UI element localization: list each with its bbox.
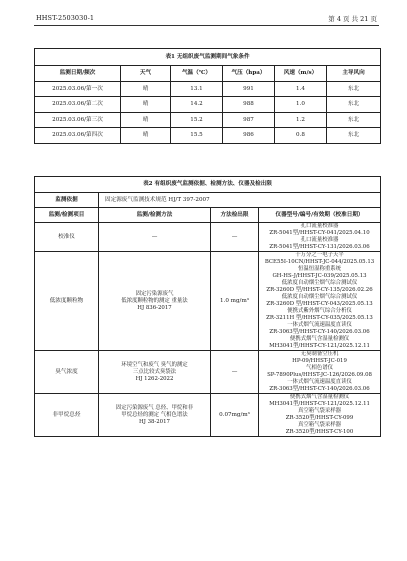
instrument-line: 真空箱气袋采样器 xyxy=(297,408,342,414)
method-line: HJ 1262-2022 xyxy=(135,375,174,382)
instrument-list xyxy=(259,223,381,252)
table-cell: 东北 xyxy=(327,81,381,97)
method-line: HJ 836-2017 xyxy=(137,304,172,311)
instrument-line: 低浓度自动烟尘烟气综合测试仪 xyxy=(281,280,358,286)
instrument-line: ZR-3260D 型/HHST-CY-135/2026.02.26 xyxy=(266,287,373,293)
instrument-list xyxy=(259,351,381,394)
table-cell: 0.8 xyxy=(275,128,327,144)
instrument-line: ZR-5041型/HHST-CY-131/2026.03.06 xyxy=(269,244,370,250)
table-cell: 晴 xyxy=(121,128,171,144)
instrument-line: 十万分之一电子天平 xyxy=(295,252,344,258)
table2-col-method: 监测/检测方法 xyxy=(99,208,211,223)
method-text xyxy=(99,351,211,394)
instrument-line: ZR-3063型/HHST-CY-140/2026.03.06 xyxy=(269,386,370,392)
instrument-line: MH3041型/HHST-CY-121/2025.12.11 xyxy=(269,401,370,407)
instrument-line: ZR-3260D 型/HHST-CY-043/2025.05.13 xyxy=(266,301,373,307)
table-cell: 991 xyxy=(223,81,275,97)
table1-col-windspeed: 风速（m/s） xyxy=(275,66,327,82)
instrument-line: MH3041型/HHST-CY-121/2025.12.11 xyxy=(269,343,370,349)
table-cell: 1.0 xyxy=(275,97,327,113)
table2-col-instrument: 仪器型号/编号/有效期（校准日期） xyxy=(259,208,381,223)
table2-caption: 表2 有组织废气监测依据、检测方法、仪器及检出限 xyxy=(35,177,381,193)
instrument-line: 便携式烟气含湿量检测仪 xyxy=(289,394,350,400)
table-row xyxy=(35,351,381,394)
method-line: 低浓度颗粒物的测定 重量法 xyxy=(121,297,188,304)
instrument-list xyxy=(259,394,381,437)
limit-text: 1.0 mg/m³ xyxy=(211,252,259,351)
report-id: HHST-2503030-1 xyxy=(36,14,95,22)
method-line: 三点比较式臭袋法 xyxy=(132,368,177,375)
table1-caption: 表1 无组织废气监测期间气象条件 xyxy=(35,49,381,66)
method-line: 甲烷总烃的测定 气相色谱法 xyxy=(121,411,188,418)
instrument-line: HP-09/HHST-JC-019 xyxy=(292,358,347,364)
instrument-line: 一体式烟气流速温度直读仪 xyxy=(287,379,352,385)
table-cell: 1.2 xyxy=(275,112,327,128)
method-text xyxy=(99,252,211,351)
table-row xyxy=(35,252,381,351)
limit-text: 0.07mg/m³ xyxy=(211,394,259,437)
table-cell: 14.2 xyxy=(171,97,223,113)
instrument-line: 一体式烟气流速温度直读仪 xyxy=(287,322,352,328)
instrument-line: 真空箱气袋采样器 xyxy=(297,422,342,428)
table2-basis-label: 监测依据 xyxy=(35,193,99,208)
header-divider xyxy=(34,25,379,26)
table1-col-date: 监测日期/频次 xyxy=(35,66,121,82)
table-cell: 晴 xyxy=(121,81,171,97)
table-cell: 986 xyxy=(223,128,275,144)
instrument-line: ZR-3063型/HHST-CY-140/2026.03.06 xyxy=(269,329,370,335)
table-cell: 988 xyxy=(223,97,275,113)
item-name: 低浓度颗粒物 xyxy=(35,252,99,351)
method-text xyxy=(99,394,211,437)
item-name: 臭气浓度 xyxy=(35,351,99,394)
table-row xyxy=(35,394,381,437)
table-row xyxy=(35,223,381,252)
weather-conditions-table xyxy=(34,48,381,144)
instrument-line: SP-7890Plus/HHST-JC-126/2026.09.08 xyxy=(267,372,372,378)
table-row xyxy=(35,97,381,113)
method-line: 环境空气和废气 臭气的测定 xyxy=(121,361,188,368)
table2-col-item: 监测/检测项目 xyxy=(35,208,99,223)
method-line: 固定污染源废气 总烃、甲烷和非 xyxy=(115,404,194,411)
table-cell: 2025.03.06/第四次 xyxy=(35,128,121,144)
table-cell: 13.1 xyxy=(171,81,223,97)
page-info: 第 4 页 共 21 页 xyxy=(328,15,377,23)
table-cell: 2025.03.06/第二次 xyxy=(35,97,121,113)
instrument-line: 便携式烟气含湿量检测仪 xyxy=(289,336,350,342)
table2-header-row xyxy=(35,208,381,223)
table-cell: 东北 xyxy=(327,97,381,113)
instrument-line: ZR-3211H 型/HHST-CY-035/2025.05.13 xyxy=(266,315,373,321)
table1-col-pressure: 气压（hpa） xyxy=(223,66,275,82)
method-text: — xyxy=(99,223,211,252)
table-cell: 2025.03.06/第三次 xyxy=(35,112,121,128)
table2-basis-value: 固定源废气监测技术规范 HJ/T 397-2007 xyxy=(99,193,381,208)
instrument-line: 孔口流量校准器 xyxy=(300,237,339,243)
table-cell: 1.4 xyxy=(275,81,327,97)
instrument-line: 低浓度自动烟尘烟气综合测试仪 xyxy=(281,294,358,300)
instrument-line: 恒温恒湿称重系统 xyxy=(297,266,342,272)
limit-text: — xyxy=(211,223,259,252)
table-row xyxy=(35,128,381,144)
instrument-line: 无臭制备空压机 xyxy=(300,351,339,357)
table-cell: 987 xyxy=(223,112,275,128)
table2-col-limit: 方法检出限 xyxy=(211,208,259,223)
table-cell: 2025.03.06/第一次 xyxy=(35,81,121,97)
table1-col-weather: 天气 xyxy=(121,66,171,82)
table-cell: 晴 xyxy=(121,112,171,128)
item-name: 非甲烷总烃 xyxy=(35,394,99,437)
limit-text: — xyxy=(211,351,259,394)
monitoring-methods-table xyxy=(34,176,381,437)
method-line: 固定污染源废气 xyxy=(135,290,174,297)
table-row xyxy=(35,81,381,97)
table1-col-temperature: 气温（℃） xyxy=(171,66,223,82)
table1-col-winddir: 主导风向 xyxy=(327,66,381,82)
table1-header-row xyxy=(35,66,381,82)
instrument-line: GH-HS-J/HHST-JC-039/2025.05.13 xyxy=(272,273,367,279)
instrument-line: 孔口流量校准器 xyxy=(300,223,339,229)
table-row xyxy=(35,112,381,128)
instrument-line: BCE55I-10CN/HHST-JC-044/2025.05.13 xyxy=(264,259,375,265)
table-cell: 15.2 xyxy=(171,112,223,128)
instrument-list xyxy=(259,252,381,351)
instrument-line: ZR-5041型/HHST-CY-041/2025.04.10 xyxy=(269,230,370,236)
table-cell: 晴 xyxy=(121,97,171,113)
instrument-line: 气相色谱仪 xyxy=(306,365,333,371)
instrument-line: ZR-3520型/HHST-CY-100 xyxy=(285,429,354,435)
method-line: HJ 38-2017 xyxy=(139,418,170,425)
table-cell: 东北 xyxy=(327,112,381,128)
item-name: 校准仪 xyxy=(35,223,99,252)
instrument-line: ZR-3520型/HHST-CY-099 xyxy=(285,415,354,421)
instrument-line: 便携式紫外烟气综合分析仪 xyxy=(287,308,352,314)
table-cell: 东北 xyxy=(327,128,381,144)
table-cell: 15.5 xyxy=(171,128,223,144)
